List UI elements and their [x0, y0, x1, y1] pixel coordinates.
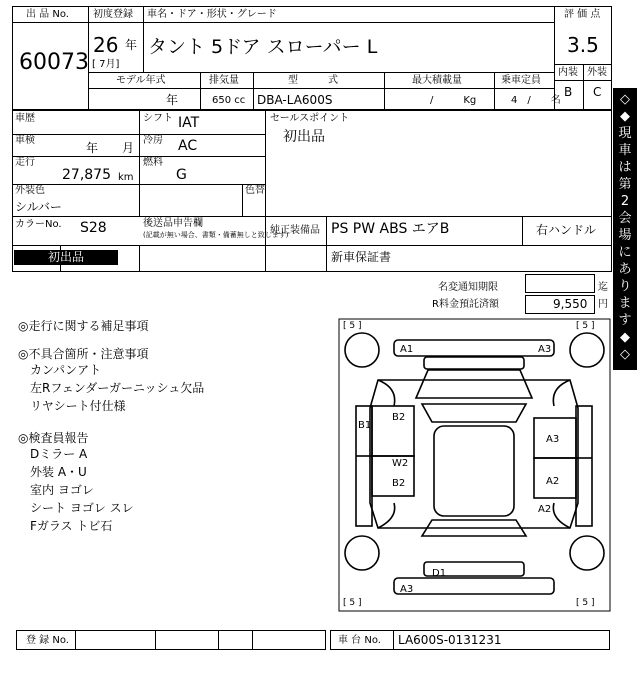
divider	[265, 110, 266, 272]
inspector-item: 外装 A・U	[30, 465, 87, 479]
divider	[253, 72, 254, 110]
damage-label: B2	[392, 412, 406, 423]
side-banner-char: す	[618, 313, 632, 328]
aftermarket-note: (記載が無い場合、書類・備蓄無しと致します)	[143, 231, 289, 239]
divider	[139, 110, 140, 216]
mileage-value: 27,875	[62, 167, 111, 183]
tire-front-left	[345, 333, 379, 367]
ac-value: AC	[178, 138, 198, 154]
interior-grade: B	[564, 85, 573, 99]
mileage-label: 走行	[15, 157, 35, 168]
first-reg-month: [ 7月]	[92, 59, 120, 70]
repaint-label: 色替	[245, 185, 265, 196]
sales-point-label: セールスポイント	[270, 113, 350, 124]
name-change-box	[525, 274, 595, 293]
side-banner-char: は	[618, 160, 632, 175]
tire-rear-right	[570, 536, 604, 570]
registration-label: 登 録 No.	[26, 635, 69, 646]
divider	[12, 134, 265, 135]
right-rear-fender	[553, 503, 570, 528]
inspector-item: Fガラス トビ石	[30, 519, 113, 533]
ac-label: 冷房	[143, 135, 163, 146]
damage-label: W2	[392, 458, 409, 469]
tire-depth: 5	[349, 321, 356, 331]
divider	[12, 22, 88, 23]
max-load-value: / Kg	[430, 95, 477, 106]
tire-depth: 5	[582, 598, 589, 608]
recycle-value: 9,550	[553, 297, 588, 311]
damage-label: B2	[392, 478, 406, 489]
inspector-item: 室内 ヨゴレ	[30, 483, 94, 497]
exterior-grade: C	[593, 85, 602, 99]
right-front-fender	[553, 380, 570, 406]
mileage-unit: km	[118, 172, 134, 183]
divider	[88, 22, 554, 23]
side-banner-char: ◆	[620, 330, 630, 345]
max-load-label: 最大積載量	[412, 75, 462, 86]
sales-point-value: 初出品	[283, 129, 325, 145]
car-name: タント 5ドア スローパー L	[148, 36, 378, 58]
capacity-value: 4 / 名	[511, 95, 561, 106]
side-banner-char: 場	[618, 228, 632, 243]
front-grille	[424, 357, 524, 369]
divider	[139, 245, 140, 272]
diagram-frame	[339, 319, 610, 611]
lot-number: 60073	[19, 50, 89, 75]
inspection-label: 車検	[15, 135, 35, 146]
equipment-value: PS PW ABS エアB	[331, 221, 450, 237]
shift-value: IAT	[178, 115, 200, 131]
defect-item: カンパンアト	[30, 363, 102, 377]
car-damage-diagram	[338, 318, 611, 612]
side-banner-char: ◆	[620, 109, 630, 124]
equipment-label: 純正装備品	[270, 225, 320, 236]
aftermarket-label: 後送品申告欄	[143, 218, 203, 229]
roof	[434, 426, 514, 516]
drive-side: 右ハンドル	[536, 223, 597, 237]
displacement-label: 排気量	[209, 75, 239, 86]
inspector-heading: ◎検査員報告	[18, 431, 89, 445]
displacement-value: 650 cc	[212, 95, 246, 106]
color-no-value: S28	[80, 220, 107, 236]
tire-rear-left	[345, 536, 379, 570]
divider	[522, 216, 523, 245]
driving-heading: ◎走行に関する補足事項	[18, 319, 149, 333]
damage-label: A3	[538, 344, 552, 355]
damage-label: B1	[358, 420, 372, 431]
first-reg-year: 26	[93, 33, 119, 57]
model-year-label: モデル年式	[116, 75, 166, 86]
first-listing-badge: 初出品	[14, 250, 118, 265]
divider	[326, 216, 327, 272]
divider	[88, 88, 554, 89]
side-banner-char: ◇	[620, 92, 630, 107]
model-year-unit: 年	[166, 93, 179, 107]
divider	[143, 6, 144, 72]
side-banner-char: 車	[618, 143, 632, 158]
divider	[384, 72, 385, 110]
recycle-label: R料金預託済額	[432, 299, 499, 310]
inspector-item: シート ヨゴレ スレ	[30, 501, 134, 515]
capacity-label: 乗車定員	[501, 75, 541, 86]
divider	[88, 72, 554, 73]
type-label: 型 式	[288, 75, 338, 86]
name-change-unit: 迄	[598, 282, 608, 293]
exterior-color-label: 外装色	[15, 185, 45, 196]
chassis-number: LA600S-0131231	[398, 633, 502, 647]
first-reg-year-unit: 年	[125, 38, 138, 52]
hood	[416, 370, 532, 398]
overall-score: 3.5	[567, 33, 599, 57]
grade-label: 評 価 点	[564, 9, 601, 20]
divider	[393, 630, 394, 650]
chassis-label: 車 台 No.	[338, 635, 381, 646]
damage-label: A1	[400, 344, 414, 355]
side-banner-char: 会	[618, 211, 632, 226]
damage-label: A2	[538, 504, 552, 515]
tire-depth-label: [ 5 ]	[576, 321, 595, 331]
inspector-item: Dミラー A	[30, 447, 88, 461]
history-label: 車歴	[15, 113, 35, 124]
inspection-value: 年 月	[86, 141, 135, 155]
damage-label: A3	[546, 434, 560, 445]
divider	[494, 72, 495, 110]
first-reg-label: 初度登録	[93, 9, 133, 20]
divider	[12, 184, 265, 185]
fuel-label: 燃料	[143, 157, 163, 168]
defects-heading: ◎不具合箇所・注意事項	[18, 347, 149, 361]
rear-bumper	[394, 578, 554, 594]
front-bumper	[394, 340, 554, 356]
side-banner-char: 第	[618, 177, 632, 192]
side-banner-char: ◇	[620, 347, 630, 362]
divider	[583, 64, 584, 110]
left-rear-fender	[378, 503, 395, 528]
windshield	[422, 404, 526, 422]
divider	[242, 184, 243, 216]
type-value: DBA-LA600S	[257, 93, 333, 107]
side-banner-char: 現	[618, 126, 632, 141]
name-change-label: 名変通知期限	[438, 282, 498, 293]
side-banner-char: 2	[620, 194, 630, 209]
divider	[75, 630, 76, 650]
warranty: 新車保証書	[331, 250, 392, 264]
tire-depth: 5	[582, 321, 589, 331]
exterior-color-value: シルバー	[15, 200, 62, 214]
damage-label: A3	[400, 584, 414, 595]
divider	[252, 630, 253, 650]
side-banner	[613, 88, 637, 370]
damage-label: D1	[432, 568, 447, 579]
shift-label: シフト	[143, 113, 173, 124]
side-banner-char: に	[618, 245, 632, 260]
divider	[200, 72, 201, 110]
side-banner-char: あ	[618, 262, 632, 277]
divider	[155, 630, 156, 650]
color-no-label: カラーNo.	[15, 219, 62, 230]
tire-depth-label: [ 5 ]	[343, 321, 362, 331]
tire-depth-label: [ 5 ]	[576, 598, 595, 608]
divider	[12, 156, 265, 157]
divider	[12, 245, 612, 246]
defect-item: リヤシート付仕様	[30, 399, 126, 413]
left-front-fender	[378, 380, 395, 406]
damage-label: A2	[546, 476, 560, 487]
interior-label: 内装	[558, 67, 578, 78]
tire-front-right	[570, 333, 604, 367]
side-banner-char: り	[618, 279, 632, 294]
lot-label: 出 品 No.	[26, 9, 69, 20]
tire-depth: 5	[349, 598, 356, 608]
recycle-unit: 円	[598, 299, 608, 310]
side-banner-char: ま	[618, 296, 632, 311]
fuel-value: G	[176, 167, 187, 183]
exterior-label: 外装	[587, 67, 607, 78]
defect-item: 左Rフェンダーガーニッシュ欠品	[30, 381, 205, 395]
car-name-label: 車名・ドア・形状・グレード	[147, 9, 277, 20]
tire-depth-label: [ 5 ]	[343, 598, 362, 608]
divider	[218, 630, 219, 650]
